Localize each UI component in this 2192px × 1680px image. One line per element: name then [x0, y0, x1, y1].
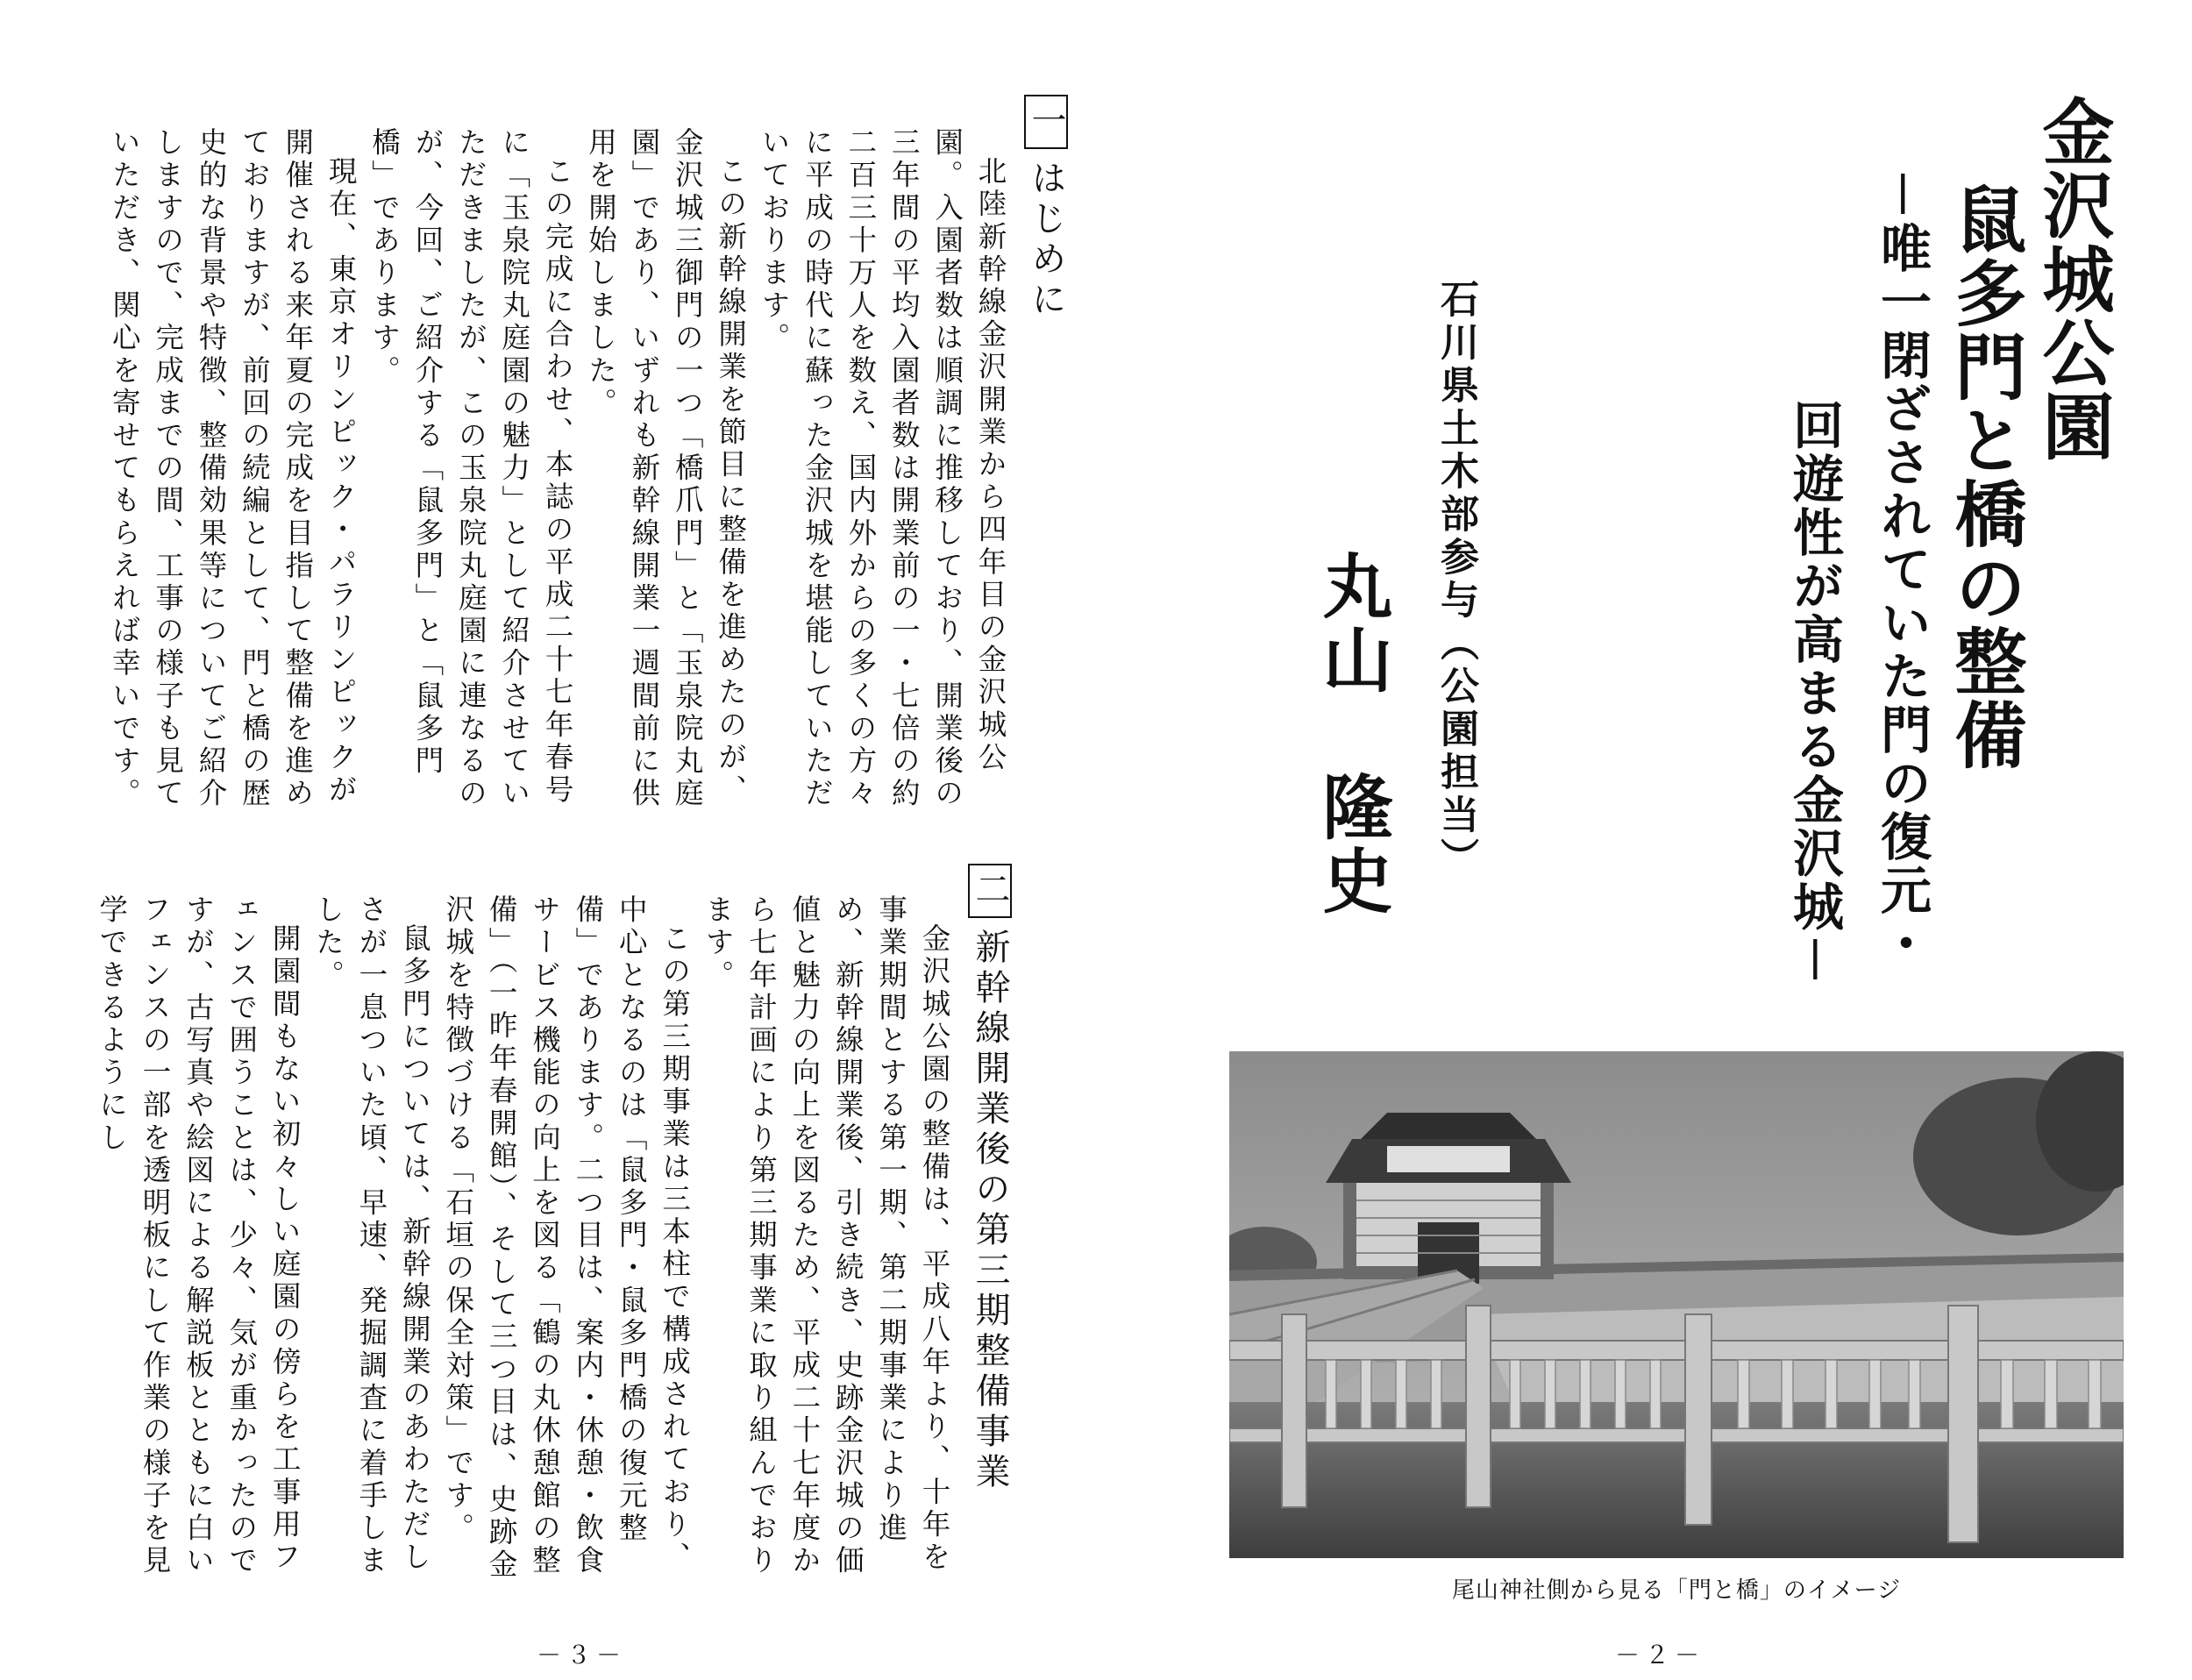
section1-paragraph: この新幹線開業を節目に整備を進めたのが、金沢城三御門の一つ「橋爪門」と「玉泉院丸庭園」であり、いずれも新幹線開業一週間前に供用を開始しました。	[584, 127, 748, 811]
photo-caption: 尾山神社側から見る「門と橋」のイメージ	[1451, 1577, 1902, 1604]
section1-paragraph: 現在、東京オリンピック・パラリンピックが開催される来年夏の完成を目指して整備を進めておりますが、前回の続編として、門と橋の歴史的な背景や特徴、整備効果等についてご紹介しますので、完成までの間、工事の様子も見ていただき、関心を寄せてもらえれば幸いです。	[108, 127, 359, 811]
section2-title: 新幹線開業後の第三期整備事業	[970, 929, 1010, 1493]
article-subtitle-line2: 回遊性が高まる金沢城－	[1784, 399, 1844, 988]
gate-and-bridge-image	[1229, 1051, 2124, 1558]
section1-body	[21, 127, 1073, 822]
author-name: 丸山 隆史	[1311, 550, 1393, 918]
article-title-line1: 金沢城公園	[2031, 95, 2115, 463]
section2-paragraph: 金沢城公園の整備は、平成八年より、十年を事業期間とする第一期、第二期事業により進め、新幹線開業後、引き続き、史跡金沢城の価値と魅力の向上を図るため、平成二十七年度から七年計画により第三期事業に取り組んでおります。	[701, 894, 951, 1578]
section2-heading	[968, 864, 1012, 1493]
section1-paragraph: 北陸新幹線金沢開業から四年目の金沢城公園。入園者数は順調に推移しており、開業後の三年間の平均入園者数は開業前の一・七倍の約二百三十万人を数え、国内外からの多くの方々に平成の時代に蘇った金沢城を堪能していただいております。	[758, 127, 1007, 811]
section2-number: 二	[968, 864, 1012, 918]
article-subtitle-line1: －唯一閉ざされていた門の復元・	[1872, 168, 1932, 972]
section2-paragraph: 開園間もない初々しい庭園の傍らを工事用フェンスで囲うことは、少々、気が重かったのですが、古写真や絵図による解説板とともに白いフェンスの一部を透明板にして作業の様子を見学できるようにし	[95, 894, 302, 1578]
section2-paragraph: この第三期事業は三本柱で構成されており、中心となるのは「鼠多門・鼠多門橋の復元整備」であります。二つ目は、案内・休憩・飲食サービス機能の向上を図る「鶴の丸休憩館の整備」（一昨年春開館）、そして三つ目は、史跡金沢城を特徴づける「石垣の保全対策」です。	[441, 894, 692, 1582]
article-title-line2: 鼠多門と橋の整備	[1943, 182, 2027, 772]
section1-number: 一	[1024, 95, 1068, 149]
section2-body	[79, 894, 956, 1589]
page-number-right: －２－	[1615, 1641, 1705, 1669]
page-number-left: －３－	[537, 1641, 627, 1669]
section1-paragraph: この完成に合わせ、本誌の平成二十七年春号に「玉泉院丸庭園の魅力」として紹介させていただきましたが、この玉泉院丸庭園に連なるのが、今回、ご紹介する「鼠多門」と「鼠多門橋」であります。	[367, 127, 575, 811]
section2-paragraph: 鼠多門については、新幹線開業のあわただしさが一息ついた頃、早速、発掘調査に着手しました。	[311, 894, 432, 1578]
author-department: 石川県土木部参与（公園担当）	[1434, 279, 1478, 880]
section1-title: はじめに	[1026, 160, 1066, 321]
